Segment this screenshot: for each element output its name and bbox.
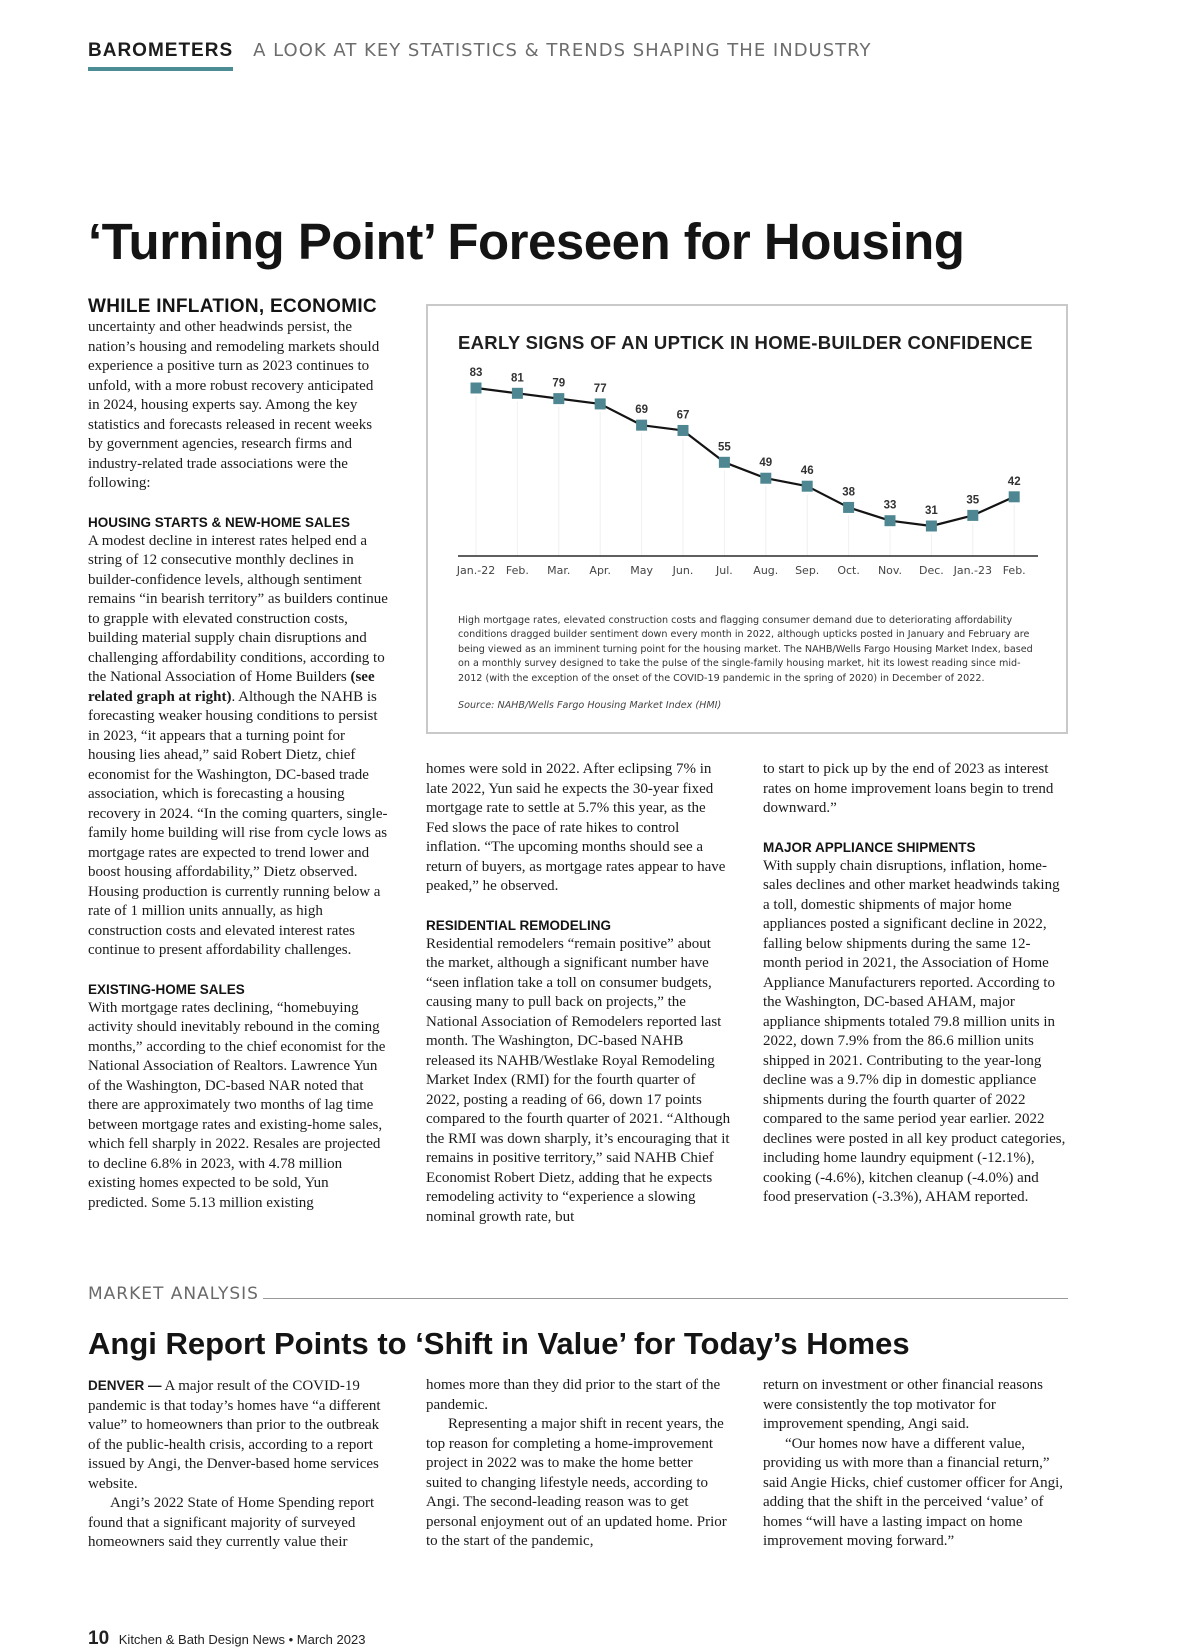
data-point-4 (636, 420, 647, 431)
data-label-10: 33 (883, 499, 897, 512)
data-point-0 (471, 383, 482, 394)
publication-name: Kitchen & Bath Design News (118, 1632, 285, 1647)
data-point-12 (967, 510, 978, 521)
market-paragraph-4: Representing a major shift in recent years, the top reason for completing a home-improvement project in 2022 was to make the home better suited to changing lifestyle needs, according to Angi. The second-leading reason was to get personal enjoyment out of an updated home. Prior to the start of the pandemic, (426, 1416, 727, 1549)
data-label-2: 79 (552, 377, 566, 390)
data-label-4: 69 (635, 404, 648, 417)
market-paragraph-5: return on investment or other financial reasons were consistently the top motivator for improvement spending, Angi said. (763, 1377, 1043, 1432)
second-article-title: Angi Report Points to ‘Shift in Value’ for Today’s Homes (88, 1326, 910, 1361)
tick-label-7: Aug. (753, 564, 779, 577)
chart-panel (426, 304, 1068, 734)
data-label-8: 46 (800, 465, 814, 478)
data-label-7: 49 (759, 457, 773, 470)
data-point-13 (1009, 491, 1020, 502)
data-point-1 (512, 388, 523, 399)
data-point-6 (719, 457, 730, 468)
data-label-6: 55 (718, 441, 731, 454)
tick-label-10: Nov. (877, 564, 903, 577)
market-analysis-label: MARKET ANALYSIS (88, 1284, 263, 1304)
tick-label-5: Jun. (672, 564, 694, 577)
data-label-12: 35 (966, 494, 980, 507)
page-footer (88, 1628, 365, 1650)
market-paragraph-1: DENVER — A major result of the COVID-19 pandemic is that today’s homes have “a different value” to homeowners than prior to the outbreak of the public-health crisis, according to a report issued by Angi, the Denver-based home services website. (88, 1378, 381, 1492)
subhead-existing-home: EXISTING-HOME SALES (88, 981, 245, 997)
tick-label-13: Feb. (1002, 564, 1026, 577)
section-tagline: A LOOK AT KEY STATISTICS & TRENDS SHAPING THE INDUSTRY (253, 40, 872, 61)
remodeling-paragraph-cont: to start to pick up by the end of 2023 as interest rates on home improvement loans begin to trend downward.” (763, 761, 1054, 816)
chart-title: EARLY SIGNS OF AN UPTICK IN HOME-BUILDER CONFIDENCE (458, 332, 1033, 353)
market-column-1 (88, 1376, 393, 1553)
tick-label-8: Sep. (795, 564, 820, 577)
data-label-0: 83 (469, 367, 483, 379)
data-label-5: 67 (676, 409, 690, 422)
market-column-2 (426, 1376, 731, 1552)
lead-in: WHILE INFLATION, ECONOMIC (88, 296, 377, 317)
footer-separator: • (288, 1632, 294, 1647)
chart-caption: High mortgage rates, elevated construction costs and flagging consumer demand due to deteriorating affordability conditions dragged builder sentiment down every month in 2022, although upticks posted in January and February are being viewed as an imminent turning point for the housing market. The NAHB/Wells Fargo Housing Market Index, based on a monthly survey designed to take the pulse of the single-family housing market, hit its lowest reading since mid-2012 (with the exception of the onset of the COVID-19 pandemic in the spring of 2020) in December of 2022. (458, 615, 1033, 684)
subhead-appliance: MAJOR APPLIANCE SHIPMENTS (763, 839, 976, 855)
remodeling-paragraph: Residential remodelers “remain positive” about the market, although a significant number have “seen inflation take a toll on consumer budgets, causing many to pull back on projects,” the National Association of Remodelers reported last month. The Washington, DC-based NAHB released its NAHB/Westlake Royal Remodeling Market Index (RMI) for the fourth quarter of 2022, posting a reading of 66, down 17 points compared to the fourth quarter of 2021. “Although the RMI was down sharply, it’s encouraging that it remains in positive territory,” said NAHB Chief Economist Robert Dietz, adding that he expects remodeling activity to “experience a slowing nominal growth rate, but (426, 935, 731, 1225)
data-point-3 (595, 398, 606, 409)
existing-home-paragraph: With mortgage rates declining, “homebuying activity should inevitably rebound in the coming months,” according to the chief economist for the National Association of Realtors. Lawrence Yun of the Washington, DC-based NAR noted that there are approximately two months of lag time between mortgage rates and existing-home sales, which fell sharply in 2022. Resales are projected to decline 6.8% in 2023, with 4.78 million existing homes expected to be sold, Yun predicted. Some 5.13 million existing (88, 999, 386, 1211)
tick-label-4: May (630, 564, 653, 577)
data-point-10 (885, 515, 896, 526)
market-paragraph-6: “Our homes now have a different value, providing us with more than a financial return,” said Angie Hicks, chief customer officer for Angi, adding that the shift in the perceived ‘value’ of homes “will have a lasting impact on home improvement moving forward.” (763, 1435, 1064, 1549)
subhead-housing-starts: HOUSING STARTS & NEW-HOME SALES (88, 514, 350, 530)
section-label: BAROMETERS (88, 40, 233, 71)
tick-label-9: Oct. (837, 564, 860, 577)
data-point-8 (802, 481, 813, 492)
data-label-3: 77 (593, 382, 607, 395)
line-chart (428, 306, 1066, 606)
page-number: 10 (88, 1628, 110, 1649)
data-point-5 (678, 425, 689, 436)
graph-reference: (see related graph at right) (88, 669, 375, 705)
data-point-11 (926, 521, 937, 532)
data-point-2 (553, 393, 564, 404)
chart-source: Source: NAHB/Wells Fargo Housing Market Index (HMI) (458, 700, 722, 711)
data-point-7 (760, 473, 771, 484)
tick-label-3: Apr. (589, 564, 611, 577)
tick-label-2: Mar. (547, 564, 571, 577)
tick-label-6: Jul. (716, 564, 733, 577)
article-column-2 (426, 760, 731, 1227)
article-column-1 (88, 296, 388, 1213)
intro-paragraph: uncertainty and other headwinds persist, the nation’s housing and remodeling markets should experience a positive turn as 2023 continues to unfold, with a more robust recovery anticipated in 2024, housing experts say. Among the key statistics and forecasts released in recent weeks by government agencies, research firms and industry-related trade associations were the following: (88, 319, 380, 491)
tick-label-11: Dec. (919, 564, 944, 577)
section-header (88, 40, 1088, 71)
tick-label-12: Jan.-23 (953, 564, 993, 577)
dateline: DENVER — (88, 1378, 162, 1393)
appliance-paragraph: With supply chain disruptions, inflation, home-sales declines and other market headwinds taking a toll, domestic shipments of major home appliances posted a significant decline in 2022, falling below shipments during the same 12-month period in 2021, the Association of Home Appliance Manufacturers reported. According to the Washington, DC-based AHAM, major appliance shipments totaled 79.8 million units in 2022, down 7.9% from the 86.6 million units shipped in 2021. Contributing to the year-long decline was a 9.7% dip in domestic appliance shipments during the fourth quarter of 2022 compared to the same period year earlier. 2022 declines were posted in all key product categories, including home laundry equipment (-12.1%), cooking (-4.6%), kitchen cleanup (-4.0%) and food preservation (-3.3%), AHAM reported. (763, 857, 1066, 1205)
data-label-1: 81 (511, 372, 524, 385)
market-column-3 (763, 1376, 1068, 1552)
data-label-9: 38 (842, 486, 855, 499)
data-point-9 (843, 502, 854, 513)
issue-date: March 2023 (296, 1632, 366, 1647)
tick-label-1: Feb. (505, 564, 529, 577)
data-label-11: 31 (925, 505, 938, 517)
data-label-13: 42 (1007, 475, 1021, 488)
market-paragraph-2: Angi’s 2022 State of Home Spending report found that a significant majority of surveyed homeowners said they currently value their (88, 1495, 375, 1550)
market-paragraph-3: homes more than they did prior to the start of the pandemic. (426, 1377, 721, 1413)
existing-home-paragraph-cont: homes were sold in 2022. After eclipsing 7% in late 2022, Yun said he expects the 30-year fixed mortgage rate to settle at 5.7% this year, as the Fed slows the pace of rate hikes to control inflation. “The upcoming months should see a return of buyers, as mortgage rates appear to have peaked,” he observed. (426, 761, 726, 894)
tick-label-0: Jan.-22 (456, 564, 496, 577)
article-title: ‘Turning Point’ Foreseen for Housing (88, 213, 965, 270)
article-column-3 (763, 760, 1068, 1208)
housing-starts-paragraph: A modest decline in interest rates helped end a string of 12 consecutive monthly declines in builder-confidence levels, although sentiment remains “in bearish territory” as builders continue to grapple with elevated construction costs, building material supply chain disruptions and challenging affordability conditions, according to the National Association of Home Builders (see related graph at right). Although the NAHB is forecasting weaker housing conditions to persist in 2023, “it appears that a turning point for housing lies ahead,” said Robert Dietz, chief economist for the Washington, DC-based trade association, which is forecasting a housing recovery in 2024. “In the coming quarters, single-family home building will rise from cycle lows as mortgage rates are expected to trend lower and boost housing affordability,” Dietz observed. Housing production is currently running below a rate of 1 million units annually, as high construction costs and elevated interest rates continue to present affordability challenges. (88, 532, 388, 958)
subhead-remodeling: RESIDENTIAL REMODELING (426, 917, 612, 933)
